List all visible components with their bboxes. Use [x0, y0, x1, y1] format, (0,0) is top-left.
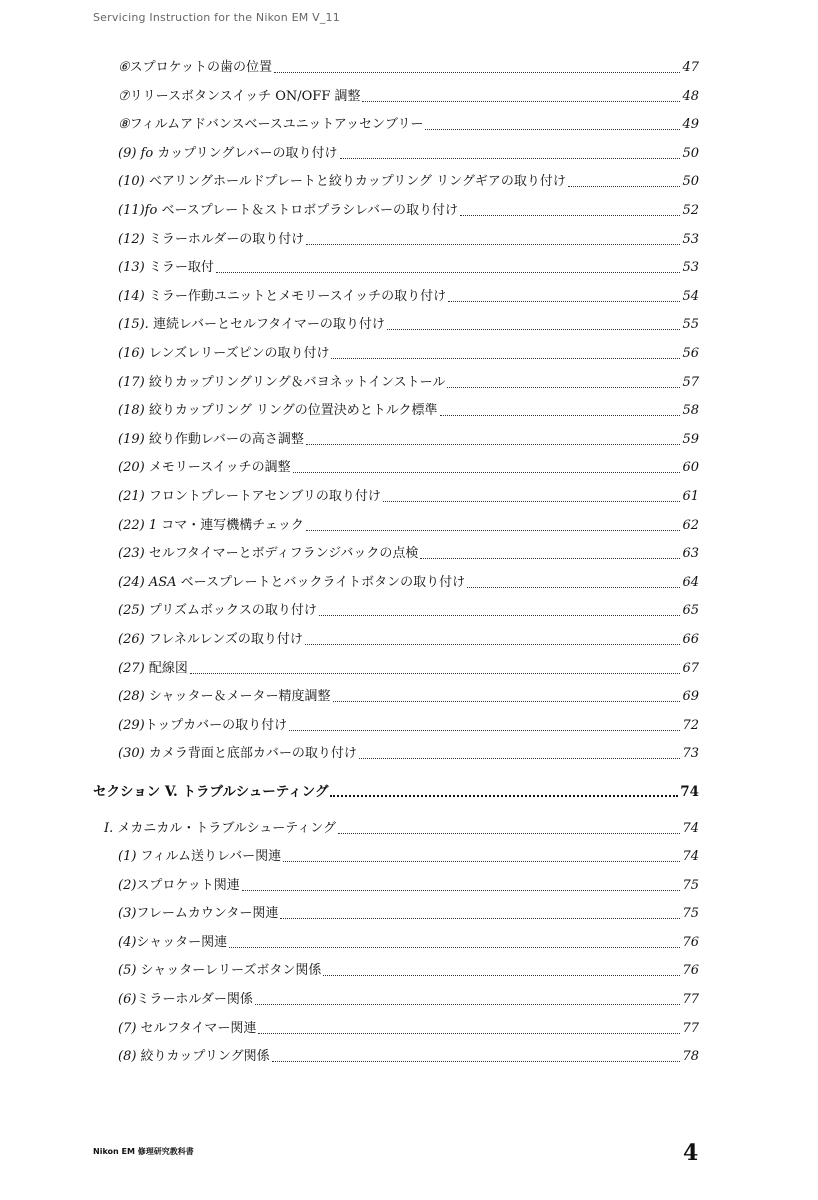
toc-entry-page: 62	[682, 517, 699, 533]
toc-entry-number: (1)	[118, 849, 137, 864]
toc-entry-page: 57	[682, 374, 699, 390]
toc-entry-title: ベースプレート＆ストロボプラシレバーの取り付け	[157, 203, 459, 218]
toc-entry-title: 絞りカップリング関係	[136, 1049, 270, 1065]
toc-entry-number: (4)	[118, 934, 137, 950]
dot-leader	[340, 158, 681, 159]
toc-entry-page: 48	[682, 88, 699, 104]
toc-entry-number: (19)	[118, 431, 145, 447]
toc-entry-title: セクション V. トラブルシューティング	[93, 784, 329, 800]
toc-entry-label	[118, 489, 381, 505]
toc-entry-page: 72	[682, 717, 699, 733]
toc-entry-title: セルフタイマーとボディフランジバックの点検	[144, 546, 419, 562]
dot-leader	[272, 1061, 681, 1062]
toc-entry-number: (3)	[118, 906, 137, 922]
toc-entry-title: メカニカル・トラブルシューティング	[113, 821, 337, 836]
dot-leader	[242, 890, 681, 891]
toc-entry[interactable]	[118, 878, 699, 894]
dot-leader	[425, 129, 680, 130]
toc-entry-page: 75	[682, 877, 699, 893]
toc-entry[interactable]	[118, 317, 699, 333]
dot-leader	[359, 758, 681, 759]
toc-entry-label	[118, 849, 281, 865]
footer-text: Nikon EM 修理研究教科書	[93, 1147, 194, 1156]
toc-entry-page: 74	[680, 784, 699, 800]
toc-entry[interactable]	[118, 632, 699, 648]
toc-entry-number: (9) fo	[118, 145, 154, 161]
toc-entry[interactable]	[118, 60, 699, 76]
toc-entry-label	[118, 661, 188, 677]
toc-entry[interactable]	[104, 821, 699, 837]
toc-entry-number: (2)	[118, 877, 137, 893]
toc-entry-page: 53	[682, 231, 699, 247]
toc-entry-page: 50	[682, 145, 699, 161]
toc-entry-title: カップリングレバーの取り付け	[153, 145, 338, 161]
toc-entry-number: (22) 1	[118, 517, 158, 533]
dot-leader	[190, 673, 681, 674]
toc-entry-page: 74	[682, 821, 699, 836]
toc-entry-title: フィルム送りレバー関連	[136, 849, 282, 864]
toc-entry-number: (6)	[118, 992, 137, 1007]
toc-entry-label	[118, 1021, 256, 1037]
toc-entry-number: (13)	[118, 260, 145, 276]
toc-entry-number: I.	[104, 821, 114, 836]
toc-entry-number: (16)	[118, 346, 145, 361]
toc-entry-page: 66	[682, 632, 699, 647]
dot-leader	[333, 701, 681, 702]
toc-entry-number: (14)	[118, 288, 145, 304]
toc-entry-page: 73	[682, 746, 699, 762]
toc-entry-number: (25)	[118, 603, 145, 619]
toc-entry-label	[118, 203, 458, 219]
toc-entry[interactable]	[118, 489, 699, 505]
toc-entry[interactable]	[118, 518, 699, 534]
toc-entry-title: セルフタイマー関連	[136, 1020, 257, 1036]
toc-entry[interactable]	[93, 784, 699, 800]
dot-leader	[467, 587, 680, 588]
toc-entry-number: (17)	[118, 374, 145, 390]
toc-entry-title: シャッター関連	[136, 934, 228, 950]
toc-entry-page: 49	[682, 117, 699, 133]
toc-entry-number: (27)	[118, 660, 145, 676]
toc-entry-label	[118, 146, 338, 162]
toc-entry[interactable]	[118, 935, 699, 951]
toc-entry-title: シャッターレリーズボタン関係	[136, 963, 322, 979]
toc-entry-page: 67	[682, 660, 699, 676]
toc-entry-page: 54	[682, 288, 699, 304]
toc-entry-number: ⑥	[118, 60, 130, 75]
toc-entry-page: 77	[682, 992, 699, 1007]
toc-entry-number: (29)	[118, 717, 145, 733]
toc-entry-page: 69	[682, 689, 699, 705]
toc-entry-page: 78	[682, 1049, 699, 1065]
toc-entry-page: 65	[682, 603, 699, 619]
dot-leader	[338, 833, 680, 834]
dot-leader	[420, 558, 680, 559]
toc-entry[interactable]	[118, 575, 699, 591]
toc-entry-label	[118, 60, 272, 76]
toc-entry[interactable]	[118, 992, 699, 1008]
toc-entry-page: 47	[682, 60, 699, 75]
dot-leader	[383, 501, 681, 502]
dot-leader	[387, 329, 681, 330]
toc-entry-title: 絞りカップリングリング＆バヨネットインストール	[144, 374, 446, 390]
toc-entry-label	[118, 746, 357, 762]
dot-leader	[293, 472, 681, 473]
toc-entry-title: ミラーホルダーの取り付け	[144, 231, 305, 247]
toc-entry-number: (7)	[118, 1020, 137, 1036]
dot-leader	[255, 1004, 681, 1005]
toc-entry-page: 59	[682, 431, 699, 447]
toc-entry[interactable]	[118, 963, 699, 979]
toc-entry-number: (10)	[118, 174, 145, 190]
toc-entry-label	[118, 718, 287, 734]
toc-entry[interactable]	[118, 89, 699, 105]
toc-entry[interactable]	[118, 1049, 699, 1065]
toc-entry-number: (21)	[118, 489, 145, 504]
toc-entry-page: 74	[682, 849, 699, 864]
toc-entry-title: トップカバーの取り付け	[144, 717, 288, 733]
toc-entry[interactable]	[118, 432, 699, 448]
toc-entry-label	[118, 460, 291, 476]
toc-entry-title: フレームカウンター関連	[136, 906, 279, 922]
toc-entry-page: 50	[682, 174, 699, 190]
toc-entry[interactable]	[118, 849, 699, 865]
dot-leader	[305, 644, 681, 645]
dot-leader	[306, 444, 681, 445]
toc-entry-title: リリースボタンスイッチ ON/OFF 調整	[129, 88, 361, 104]
toc-entry-label	[118, 432, 304, 448]
toc-entry[interactable]	[118, 661, 699, 677]
toc-entry-page: 53	[682, 260, 699, 276]
toc-entry[interactable]	[118, 232, 699, 248]
running-header: Servicing Instruction for the Nikon EM V_11	[93, 11, 340, 24]
toc-entry-title: ミラー取付	[144, 260, 214, 276]
toc-entry-label	[118, 375, 445, 391]
toc-entry-label	[118, 878, 240, 894]
dot-leader	[330, 795, 678, 797]
toc-entry-title: 連続レバーとセルフタイマーの取り付け	[148, 317, 385, 333]
toc-entry-title: フレネルレンズの取り付け	[144, 632, 303, 647]
toc-entry-label	[118, 689, 331, 705]
toc-entry-page: 58	[682, 403, 699, 419]
toc-entry-title: コマ・連写機構チェック	[157, 517, 304, 533]
toc-entry-label	[118, 174, 566, 190]
toc-entry-label	[118, 963, 321, 979]
toc-entry-label	[93, 784, 328, 800]
toc-entry-number: ⑦	[118, 88, 130, 104]
toc-entry[interactable]	[118, 460, 699, 476]
dot-leader	[289, 730, 680, 731]
toc-entry[interactable]	[118, 906, 699, 922]
dot-leader	[460, 215, 680, 216]
toc-entry[interactable]	[118, 1021, 699, 1037]
dot-leader	[331, 358, 680, 359]
toc-entry[interactable]	[118, 146, 699, 162]
toc-entry-label	[118, 1049, 270, 1065]
toc-entry-number: (23)	[118, 546, 145, 562]
toc-entry-label	[118, 260, 214, 276]
dot-leader	[323, 975, 680, 976]
dot-leader	[447, 387, 680, 388]
dot-leader	[306, 530, 681, 531]
dot-leader	[440, 415, 681, 416]
toc-entry[interactable]	[118, 117, 699, 133]
dot-leader	[306, 244, 680, 245]
dot-leader	[568, 186, 681, 187]
toc-entry-number: (5)	[118, 963, 137, 979]
dot-leader	[362, 101, 680, 102]
toc-entry-label	[118, 403, 438, 419]
toc-entry-number: (11)fo	[118, 203, 158, 218]
toc-entry-label	[118, 346, 329, 362]
toc-entry-number: (30)	[118, 746, 145, 762]
toc-entry-page: 60	[682, 460, 699, 476]
toc-entry-title: スプロケット関連	[136, 877, 240, 893]
toc-entry-label	[118, 632, 303, 648]
toc-entry-page: 63	[682, 546, 699, 562]
toc-entry[interactable]	[118, 289, 699, 305]
dot-leader	[274, 72, 680, 73]
toc-entry-title: 配線図	[144, 660, 188, 676]
toc-entry-label	[118, 575, 465, 591]
toc-entry-label	[118, 317, 385, 333]
toc-entry-title: スプロケットの歯の位置	[129, 60, 273, 75]
toc-entry-page: 64	[682, 574, 699, 590]
toc-entry-title: 絞り作動レバーの高さ調整	[144, 431, 304, 447]
toc-entry[interactable]	[118, 403, 699, 419]
toc-entry[interactable]	[118, 746, 699, 762]
toc-entry-page: 76	[682, 963, 699, 979]
toc-entry-label	[104, 821, 336, 837]
dot-leader	[280, 918, 680, 919]
toc-entry-title: ミラーホルダー関係	[136, 992, 253, 1007]
toc-entry-label	[118, 232, 304, 248]
toc-entry-title: フロントプレートアセンブリの取り付け	[144, 489, 381, 504]
toc-entry-title: レンズレリーズピンの取り付け	[144, 346, 330, 361]
dot-leader	[319, 615, 681, 616]
toc-entry-label	[118, 117, 423, 133]
toc-entry[interactable]	[118, 689, 699, 705]
toc-entry[interactable]	[118, 718, 699, 734]
toc-entry-title: シャッター＆メーター精度調整	[144, 689, 331, 705]
dot-leader	[216, 272, 681, 273]
toc-entry-label	[118, 935, 227, 951]
toc-entry-label	[118, 289, 446, 305]
toc-entry-title: 絞りカップリング リングの位置決めとトルク標準	[144, 403, 438, 419]
toc-entry-page: 52	[682, 203, 699, 218]
toc-entry-page: 75	[682, 906, 699, 922]
toc-entry-page: 61	[682, 489, 699, 504]
toc-entry-label	[118, 546, 418, 562]
toc-entry-label	[118, 992, 253, 1008]
toc-entry-page: 55	[682, 317, 699, 333]
toc-entry[interactable]	[118, 603, 699, 619]
toc-entry-title: プリズムボックスの取り付け	[144, 603, 317, 619]
toc-entry-number: ⑧	[118, 117, 130, 133]
dot-leader	[283, 861, 680, 862]
toc-entry-number: (12)	[118, 231, 145, 247]
toc-entry[interactable]	[118, 174, 699, 190]
dot-leader	[229, 947, 680, 948]
toc-entry[interactable]	[118, 260, 699, 276]
toc-entry-title: フィルムアドバンスベースユニットアッセンブリー	[129, 117, 424, 133]
toc-entry-label	[118, 89, 360, 105]
toc-entry-title: ミラー作動ユニットとメモリースイッチの取り付け	[144, 288, 447, 304]
dot-leader	[258, 1033, 680, 1034]
toc-entry-label	[118, 603, 317, 619]
toc-entry-number: (28)	[118, 689, 145, 705]
toc-entry[interactable]	[118, 375, 699, 391]
toc-entry-number: (18)	[118, 403, 145, 419]
dot-leader	[448, 301, 680, 302]
toc-entry-label	[118, 906, 278, 922]
toc-entry[interactable]	[118, 546, 699, 562]
toc-entry-title: メモリースイッチの調整	[144, 460, 291, 476]
toc-entry[interactable]	[118, 346, 699, 362]
page-number: 4	[683, 1140, 699, 1166]
toc-entry-title: カメラ背面と底部カバーの取り付け	[144, 746, 357, 762]
toc-entry-page: 77	[682, 1020, 699, 1036]
toc-entry-page: 76	[682, 934, 699, 950]
toc-entry-label	[118, 518, 304, 534]
toc-entry-number: (8)	[118, 1049, 137, 1065]
toc-entry-title: ベアリングホールドプレートと絞りカップリング リングギアの取り付け	[144, 174, 566, 190]
toc-entry-page: 56	[682, 346, 699, 361]
toc-entry[interactable]	[118, 203, 699, 219]
toc-entry-title: ベースプレートとバックライトボタンの取り付け	[176, 574, 466, 590]
toc-entry-number: (24) ASA	[118, 574, 177, 590]
toc-entry-number: (15).	[118, 317, 149, 333]
toc-entry-number: (26)	[118, 632, 145, 647]
toc-entry-number: (20)	[118, 460, 145, 476]
